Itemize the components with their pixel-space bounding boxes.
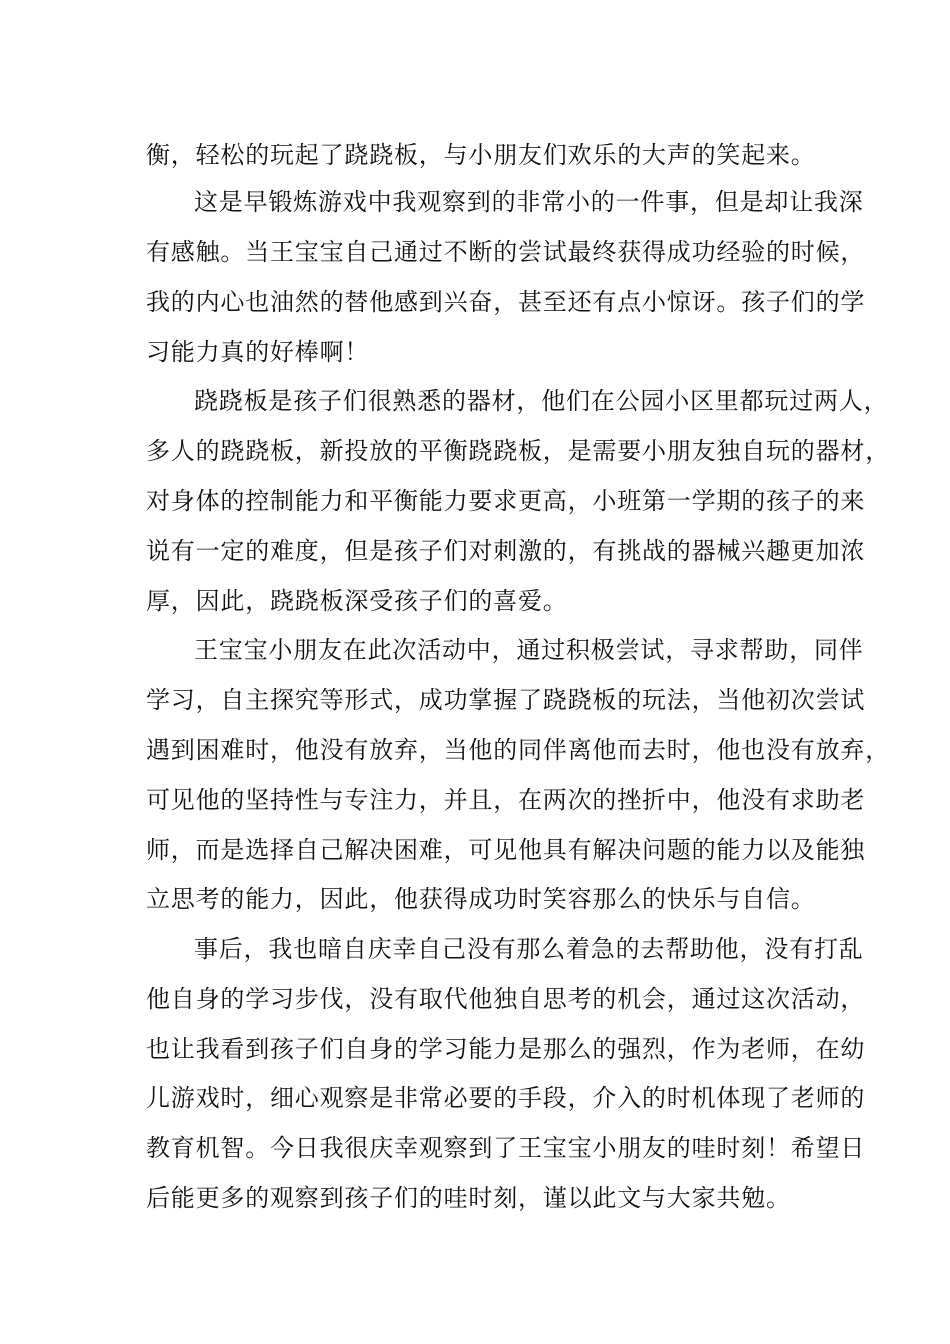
text-line: 厚，因此，跷跷板深受孩子们的喜爱。 [146,587,568,615]
text-line: 说有一定的难度，但是孩子们对刺激的，有挑战的器械兴趣更加浓 [146,537,866,565]
text-line: 我的内心也油然的替他感到兴奋，甚至还有点小惊讶。孩子们的学 [146,288,866,316]
text-line: 习能力真的好棒啊！ [146,338,370,366]
text-line: 对身体的控制能力和平衡能力要求更高，小班第一学期的孩子的来 [146,487,866,515]
paragraph-first-line: 跷跷板是孩子们很熟悉的器材，他们在公园小区里都玩过两人， [194,387,889,415]
text-line: 立思考的能力，因此，他获得成功时笑容那么的快乐与自信。 [146,885,816,913]
text-line: 遇到困难时，他没有放弃，当他的同伴离他而去时，他也没有放弃， [146,736,890,764]
text-line: 也让我看到孩子们自身的学习能力是那么的强烈，作为老师，在幼 [146,1035,866,1063]
text-line: 后能更多的观察到孩子们的哇时刻，谨以此文与大家共勉。 [146,1184,791,1212]
text-line: 多人的跷跷板，新投放的平衡跷跷板，是需要小朋友独自玩的器材， [146,437,890,465]
text-line: 他自身的学习步伐，没有取代他独自思考的机会，通过这次活动， [146,985,866,1013]
text-line: 可见他的坚持性与专注力，并且，在两次的挫折中，他没有求助老 [146,786,866,814]
paragraph-first-line: 事后，我也暗自庆幸自己没有那么着急的去帮助他，没有打乱 [194,935,864,963]
text-line: 儿游戏时，细心观察是非常必要的手段，介入的时机体现了老师的 [146,1084,866,1112]
paragraph-first-line: 这是早锻炼游戏中我观察到的非常小的一件事，但是却让我深 [194,188,864,216]
text-line: 学习，自主探究等形式，成功掌握了跷跷板的玩法，当他初次尝试 [146,686,866,714]
text-line: 衡，轻松的玩起了跷跷板，与小朋友们欢乐的大声的笑起来。 [146,141,816,169]
text-line: 师，而是选择自己解决困难，可见他具有解决问题的能力以及能独 [146,836,866,864]
paragraph-first-line: 王宝宝小朋友在此次活动中，通过积极尝试，寻求帮助，同伴 [194,636,864,664]
text-line: 有感触。当王宝宝自己通过不断的尝试最终获得成功经验的时候， [146,238,866,266]
text-line: 教育机智。今日我很庆幸观察到了王宝宝小朋友的哇时刻！希望日 [146,1134,866,1162]
